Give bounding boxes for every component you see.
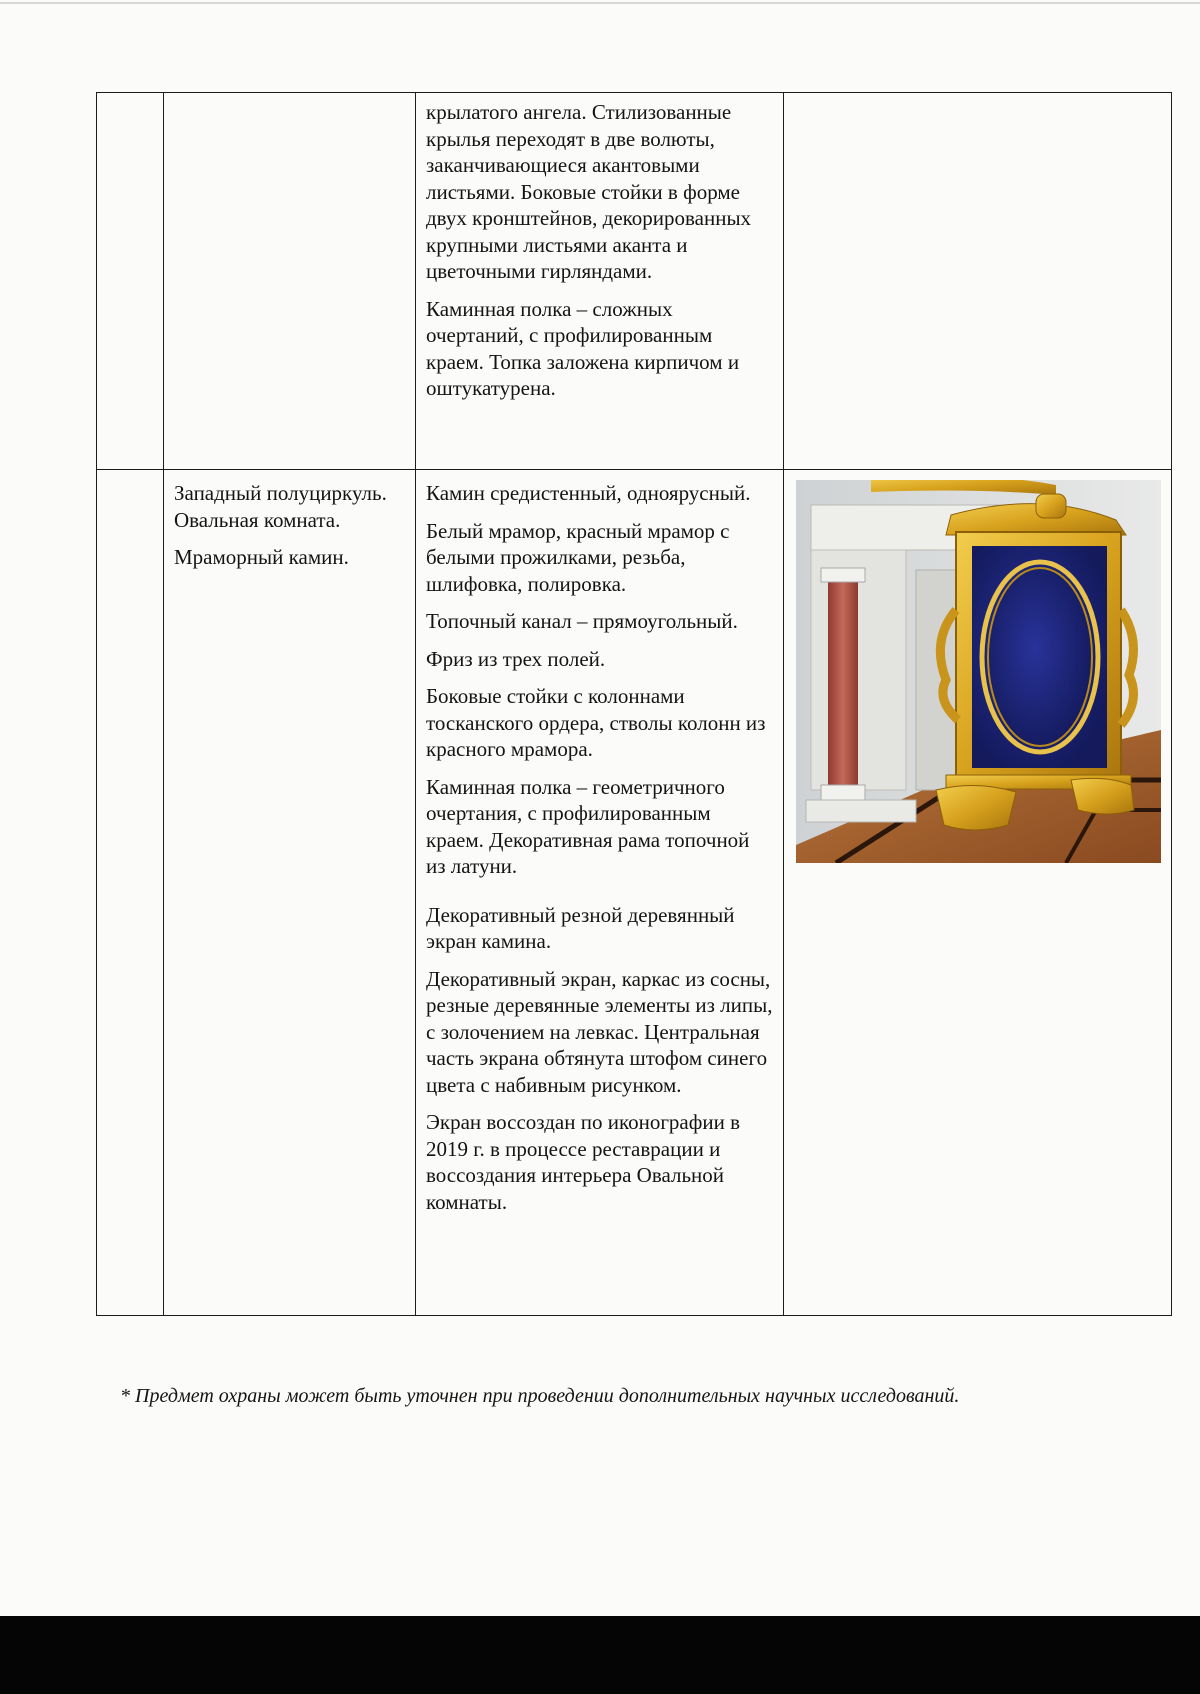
description-cell bbox=[416, 93, 784, 470]
element-name-cell bbox=[164, 93, 416, 470]
description-paragraph: Камин средистенный, одноярусный. bbox=[426, 481, 751, 505]
description-paragraph: Каминная полка – сложных очертаний, с профилированным краем. Топка заложена кирпичом и оштукатурена. bbox=[426, 296, 740, 400]
protection-subject-table bbox=[96, 92, 1172, 1316]
page-top-rule bbox=[0, 2, 1200, 4]
table-row bbox=[97, 93, 1172, 470]
row-number-cell bbox=[97, 470, 164, 1316]
description-paragraph: Декоративный экран, каркас из сосны, резные деревянные элементы из липы, с золочением на левкас. Центральная часть экрана обтянута штофом синего цвета с набивным рисунком. bbox=[426, 966, 773, 1097]
element-name-cell bbox=[164, 470, 416, 1316]
description-paragraph: Декоративный резной деревянный экран камина. bbox=[426, 902, 735, 953]
description-paragraph: Белый мрамор, красный мрамор с белыми прожилками, резьба, шлифовка, полировка. bbox=[426, 518, 730, 596]
description-paragraph: Экран воссоздан по иконографии в 2019 г. в процессе реставрации и воссоздания интерьера Овальной комнаты. bbox=[426, 1110, 741, 1214]
gilded-screen bbox=[936, 494, 1134, 830]
element-name: Мраморный камин. bbox=[174, 545, 349, 569]
photo-cell bbox=[784, 470, 1172, 1316]
footnote: * Предмет охраны может быть уточнен при проведении дополнительных научных исследований. bbox=[120, 1385, 960, 1407]
row-number-cell bbox=[97, 93, 164, 470]
fireplace-screen-photo bbox=[796, 480, 1161, 863]
location-name: Западный полуциркуль. Овальная комната. bbox=[174, 481, 387, 532]
red-marble-column bbox=[828, 580, 858, 790]
description-paragraph: Фриз из трех полей. bbox=[426, 646, 606, 671]
table-row bbox=[97, 470, 1172, 1316]
description-paragraph: крылатого ангела. Стилизованные крылья переходят в две волюты, заканчивающиеся акантовыми листьями. Боковые стойки в форме двух кронштейнов, декорированных крупными листьями аканта и цветочными гирляндами. bbox=[426, 100, 752, 283]
description-paragraph: Боковые стойки с колоннами тосканского ордера, стволы колонн из красного мрамора. bbox=[426, 684, 766, 761]
description-cell bbox=[416, 470, 784, 1316]
description-paragraph: Каминная полка – геометричного очертания, с профилированным краем. Декоративная рама топочной из латуни. bbox=[426, 774, 750, 878]
description-paragraph: Топочный канал – прямоугольный. bbox=[426, 609, 738, 633]
photo-cell bbox=[784, 93, 1172, 470]
scan-bottom-bar bbox=[0, 1616, 1200, 1694]
